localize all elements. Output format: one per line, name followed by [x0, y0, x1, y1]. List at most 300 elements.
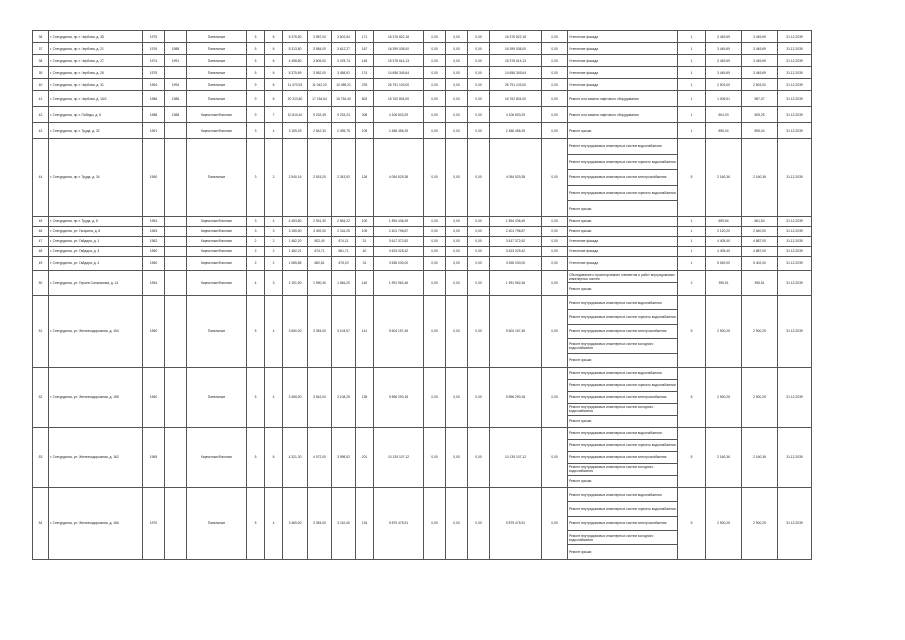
cell-c2: 0,00: [424, 226, 446, 236]
cell-y1: 1986: [143, 91, 165, 107]
address-cell: г. Снегурдинск, ул. Гайдара, д. 1: [49, 236, 143, 246]
cell-y1: 1964: [143, 79, 165, 91]
work-item: Ремонт или замена лифтового оборудования: [569, 96, 639, 101]
cell-s1: 2 900,25: [706, 487, 742, 559]
row-number-cell: 44: [33, 139, 49, 217]
cell-c5: 4 106 803,29: [490, 107, 542, 123]
table-row: [33, 31, 877, 43]
cell-c4: 0,00: [468, 226, 490, 236]
cell-a2: 1 990,40: [308, 270, 332, 295]
cell-c6: 0,00: [542, 236, 568, 246]
cell-y2: [165, 226, 187, 236]
cell-c2: 0,00: [424, 139, 446, 217]
work-item: Ремонт внутридомовых инженерных систем холодного водоснабжения: [568, 464, 677, 476]
row-number-cell: 54: [33, 487, 49, 559]
address-cell: г. Снегурдинск, пр-т. Труда, д. 32: [49, 123, 143, 139]
cell-d: 31.12.2039: [778, 91, 812, 107]
cell-c3: 0,00: [446, 295, 468, 367]
cell-y1: 1975: [143, 67, 165, 79]
cell-u: 1: [678, 226, 706, 236]
cell-mat: Панельные: [187, 139, 247, 217]
cell-s2: 395,51: [742, 270, 778, 295]
cell-c1: 3 623 025,42: [374, 246, 424, 256]
cell-c1: 9 896 290,18: [374, 367, 424, 427]
cell-y1: 1960: [143, 367, 165, 427]
cell-fl: 9: [247, 91, 265, 107]
table-row: [33, 487, 877, 559]
cell-c2: 0,00: [424, 487, 446, 559]
cell-fl: 3: [247, 123, 265, 139]
cell-c2: 0,00: [424, 295, 446, 367]
cell-c1: 16 762 804,00: [374, 91, 424, 107]
work-item: Ремонт внутридомовых инженерных систем электроснабжения: [568, 325, 677, 339]
work-item: Ремонт крыши: [569, 219, 592, 224]
cell-s2: 5 402,00: [742, 256, 778, 270]
cell-y1: 1960: [143, 246, 165, 256]
work-item: Ремонт внутридомовых инженерных систем водоснабжения: [568, 488, 677, 502]
address-cell: г. Снегурдинск, ул. Героев Сальникова, д. 14: [49, 270, 143, 295]
cell-d: 31.12.2039: [778, 139, 812, 217]
row-number-cell: 40: [33, 79, 49, 91]
cell-s1: 3 449,69: [706, 55, 742, 67]
cell-c4: 0,00: [468, 295, 490, 367]
works-cell: [568, 270, 678, 295]
cell-s2: 2 900,25: [742, 367, 778, 427]
cell-mat: Панельные: [187, 31, 247, 43]
table-row: [33, 270, 877, 295]
cell-a2: 3 605,00: [308, 55, 332, 67]
row-number-cell: 48: [33, 246, 49, 256]
cell-s1: 4 405,40: [706, 246, 742, 256]
cell-c6: 0,00: [542, 123, 568, 139]
work-item: Ремонт крыши: [569, 287, 592, 292]
cell-mat: Панельные: [187, 367, 247, 427]
cell-fl: 9: [247, 79, 265, 91]
cell-p: 135: [356, 367, 374, 427]
row-number-cell: 36: [33, 31, 49, 43]
cell-c1: 14 656 345,64: [374, 67, 424, 79]
address-cell: г. Снегурдинск, пр-т. Чербова, д. 27: [49, 55, 143, 67]
cell-s1: 2 120,20: [706, 226, 742, 236]
cell-p: 134: [356, 487, 374, 559]
cell-mat: Панельные: [187, 43, 247, 55]
works-cell: [568, 31, 678, 43]
cell-s1: 2 900,25: [706, 367, 742, 427]
cell-c4: 0,00: [468, 139, 490, 217]
cell-c3: 0,00: [446, 226, 468, 236]
cell-c4: 0,00: [468, 246, 490, 256]
row-number-cell: 47: [33, 236, 49, 246]
work-item: Ремонт внутридомовых инженерных систем электроснабжения: [568, 517, 677, 531]
cell-u: 5: [678, 139, 706, 217]
works-cell: [568, 123, 678, 139]
cell-p: 31: [356, 256, 374, 270]
cell-y1: 1975: [143, 31, 165, 43]
works-cell: [568, 256, 678, 270]
cell-s2: 3 449,69: [742, 67, 778, 79]
cell-c5: 16 762 804,00: [490, 91, 542, 107]
cell-c5: 2 486 456,25: [490, 123, 542, 139]
cell-s2: 2 503,00: [742, 79, 778, 91]
cell-y2: [165, 31, 187, 43]
cell-y2: 1988: [165, 107, 187, 123]
cell-a1: 5 375,69: [283, 67, 308, 79]
cell-a2: 2 542,30: [308, 123, 332, 139]
work-item: Ремонт крыши: [569, 206, 592, 211]
cell-c2: 0,00: [424, 123, 446, 139]
cell-fl: 2: [247, 236, 265, 246]
cell-c2: 0,00: [424, 107, 446, 123]
table-row: [33, 246, 877, 256]
cell-mat: Панельные: [187, 55, 247, 67]
work-item: Ремонт внутридомовых инженерных систем холодного водоснабжения: [568, 339, 677, 353]
address-cell: г. Снегурдинск, ул. Гайдара, д. 4: [49, 256, 143, 270]
cell-c6: 0,00: [542, 107, 568, 123]
cell-s1: 895,04: [706, 123, 742, 139]
cell-y1: 1960: [143, 295, 165, 367]
cell-a1: 2 940,16: [283, 139, 308, 217]
cell-en: 3: [265, 226, 283, 236]
cell-mat: Кирпичные/блочные: [187, 107, 247, 123]
cell-y1: 1961: [143, 123, 165, 139]
cell-s2: 4 887,00: [742, 246, 778, 256]
cell-c6: 0,00: [542, 246, 568, 256]
cell-c4: 0,00: [468, 67, 490, 79]
cell-u: 5: [678, 487, 706, 559]
cell-s1: 699,54: [706, 216, 742, 226]
work-item: Ремонт крыши: [569, 128, 592, 133]
table-row: [33, 367, 877, 427]
works-cell: [568, 91, 678, 107]
cell-s2: 987,07: [742, 91, 778, 107]
cell-c2: 0,00: [424, 256, 446, 270]
cell-a3: 3 110,40: [332, 487, 356, 559]
cell-c1: 10 139 107,12: [374, 427, 424, 487]
cell-mat: Кирпичные/блочные: [187, 236, 247, 246]
cell-y1: 1954: [143, 270, 165, 295]
cell-a1: 3 469,00: [283, 487, 308, 559]
work-item: Утепление фасада: [569, 58, 599, 63]
table-row: [33, 236, 877, 246]
cell-y1: 1988: [143, 107, 165, 123]
table-row: [33, 123, 877, 139]
cell-a1: 1 482,20: [283, 236, 308, 246]
cell-c6: 0,00: [542, 91, 568, 107]
cell-a3: 2 343,92: [332, 139, 356, 217]
cell-c6: 0,00: [542, 295, 568, 367]
cell-a3: 3 612,27: [332, 43, 356, 55]
cell-mat: Кирпичные/блочные: [187, 246, 247, 256]
cell-mat: Кирпичные/блочные: [187, 216, 247, 226]
address-cell: г. Снегурдинск, ул. Гагарина, д. 8: [49, 226, 143, 236]
cell-p: 378: [356, 79, 374, 91]
cell-c6: 0,00: [542, 256, 568, 270]
cell-c3: 0,00: [446, 55, 468, 67]
table-row: [33, 107, 877, 123]
cell-d: 31.12.2039: [778, 216, 812, 226]
cell-c6: 0,00: [542, 487, 568, 559]
cell-c2: 0,00: [424, 216, 446, 226]
work-item: Ремонт внутридомовых инженерных систем водоснабжения: [568, 139, 677, 155]
cell-mat: Панельные: [187, 295, 247, 367]
cell-a3: 3 998,52: [332, 427, 356, 487]
cell-y2: 1988: [165, 43, 187, 55]
document-page: [32, 30, 876, 560]
cell-a1: 4 321,30: [283, 427, 308, 487]
works-cell: [568, 67, 678, 79]
cell-c5: 15 378 614,13: [490, 55, 542, 67]
cell-c6: 0,00: [542, 67, 568, 79]
works-cell: [568, 487, 678, 559]
work-item: Обследование и проектирование элементов и работ внутридомовых инженерных систем: [568, 271, 677, 284]
cell-c3: 0,00: [446, 123, 468, 139]
work-item: Утепление фасада: [569, 46, 599, 51]
cell-fl: 3: [247, 226, 265, 236]
cell-c2: 0,00: [424, 246, 446, 256]
cell-s2: 2 640,00: [742, 226, 778, 236]
cell-c4: 0,00: [468, 31, 490, 43]
cell-fl: 5: [247, 67, 265, 79]
cell-p: 140: [356, 270, 374, 295]
cell-p: 31: [356, 236, 374, 246]
cell-s1: 3 449,69: [706, 43, 742, 55]
work-item: Утепление фасада: [569, 261, 599, 266]
cell-a2: 11 042,20: [308, 79, 332, 91]
cell-c5: 16 376 822,18: [490, 31, 542, 43]
cell-c2: 0,00: [424, 43, 446, 55]
work-item: Ремонт крыши: [569, 419, 592, 424]
cell-y2: [165, 427, 187, 487]
cell-c5: 1 894 436,49: [490, 216, 542, 226]
cell-c3: 0,00: [446, 487, 468, 559]
cell-s1: 2 503,00: [706, 79, 742, 91]
cell-fl: 3: [247, 139, 265, 217]
cell-s1: 395,51: [706, 270, 742, 295]
cell-c1: 9 604 157,45: [374, 295, 424, 367]
work-item: Ремонт внутридомовых инженерных систем водоснабжения: [568, 428, 677, 440]
cell-u: 5: [678, 367, 706, 427]
cell-a1: 3 155,50: [283, 226, 308, 236]
works-cell: [568, 43, 678, 55]
cell-a2: 3 492,00: [308, 226, 332, 236]
cell-a2: 674,71: [308, 246, 332, 256]
cell-a2: 4 072,00: [308, 427, 332, 487]
cell-s2: 2 900,25: [742, 295, 778, 367]
cell-s2: 2 160,36: [742, 427, 778, 487]
work-item: Ремонт внутридомовых инженерных систем горячего водоснабжения: [568, 380, 677, 392]
cell-c4: 0,00: [468, 236, 490, 246]
cell-c6: 0,00: [542, 427, 568, 487]
cell-c1: 9 879 475,91: [374, 487, 424, 559]
table-row: [33, 139, 877, 217]
cell-p: 126: [356, 139, 374, 217]
cell-c2: 0,00: [424, 31, 446, 43]
address-cell: г. Снегурдинск, ул. Железнодорожная, д. 166: [49, 487, 143, 559]
cell-c3: 0,00: [446, 43, 468, 55]
cell-c6: 0,00: [542, 367, 568, 427]
cell-s2: 505,25: [742, 107, 778, 123]
cell-s2: 2 900,25: [742, 487, 778, 559]
cell-d: 31.12.2039: [778, 107, 812, 123]
cell-p: 167: [356, 43, 374, 55]
cell-fl: 2: [247, 246, 265, 256]
cell-c5: 16 399 008,00: [490, 43, 542, 55]
cell-c1: 2 486 456,25: [374, 123, 424, 139]
table-row: [33, 79, 877, 91]
cell-a3: 681,71: [332, 246, 356, 256]
cell-a2: 2 931,30: [308, 216, 332, 226]
cell-a2: 3 354,00: [308, 487, 332, 559]
cell-s2: 3 449,69: [742, 31, 778, 43]
work-item: Утепление фасада: [569, 239, 599, 244]
address-cell: г. Снегурдинск, ул. Гайдара, д. 3: [49, 246, 143, 256]
cell-c5: 1 991 962,46: [490, 270, 542, 295]
work-item: Ремонт внутридомовых инженерных систем водоснабжения: [568, 296, 677, 310]
cell-y1: 1974: [143, 55, 165, 67]
work-item: Ремонт внутридомовых инженерных систем горячего водоснабжения: [568, 502, 677, 516]
cell-a3: 1 546,20: [332, 270, 356, 295]
cell-p: 141: [356, 295, 374, 367]
work-item: Ремонт внутридомовых инженерных систем электроснабжения: [568, 170, 677, 186]
cell-a1: 10 810,40: [283, 107, 308, 123]
cell-p: 201: [356, 427, 374, 487]
cell-a2: 3 987,00: [308, 31, 332, 43]
row-number-cell: 43: [33, 123, 49, 139]
address-cell: г. Снегурдинск, пр-т. Труда, д. 8: [49, 216, 143, 226]
cell-y2: [165, 256, 187, 270]
row-number-cell: 49: [33, 256, 49, 270]
cell-mat: Кирпичные/блочные: [187, 256, 247, 270]
cell-p: 105: [356, 123, 374, 139]
capital-repair-table: [32, 30, 877, 560]
cell-c2: 0,00: [424, 67, 446, 79]
cell-c1: 4 054 529,38: [374, 139, 424, 217]
cell-y1: 1960: [143, 256, 165, 270]
cell-d: 31.12.2039: [778, 246, 812, 256]
work-item: Ремонт внутридомовых инженерных систем водоснабжения: [568, 368, 677, 380]
cell-en: 2: [265, 246, 283, 256]
work-item: Ремонт крыши: [569, 358, 592, 363]
cell-s2: 661,54: [742, 216, 778, 226]
work-item: Ремонт внутридомовых инженерных систем холодного водоснабжения: [568, 404, 677, 416]
cell-y1: 1970: [143, 487, 165, 559]
cell-s1: 2 900,25: [706, 295, 742, 367]
cell-en: 4: [265, 367, 283, 427]
cell-c5: 9 604 157,45: [490, 295, 542, 367]
table-row: [33, 226, 877, 236]
cell-y1: 1965: [143, 427, 165, 487]
cell-en: 2: [265, 139, 283, 217]
row-number-cell: 51: [33, 295, 49, 367]
cell-c5: 9 896 290,18: [490, 367, 542, 427]
cell-en: 4: [265, 123, 283, 139]
cell-mat: Кирпичные/блочные: [187, 123, 247, 139]
cell-c1: 4 106 803,29: [374, 107, 424, 123]
cell-c2: 0,00: [424, 367, 446, 427]
cell-a2: 9 232,49: [308, 107, 332, 123]
cell-y2: 1994: [165, 79, 187, 91]
cell-c4: 0,00: [468, 427, 490, 487]
cell-u: 5: [678, 427, 706, 487]
cell-p: 109: [356, 226, 374, 236]
cell-y2: [165, 367, 187, 427]
cell-u: 1: [678, 91, 706, 107]
address-cell: г. Снегурдинск, ул. Железнодорожная, д. 155: [49, 367, 143, 427]
cell-a2: 3 354,00: [308, 295, 332, 367]
cell-mat: Панельные: [187, 67, 247, 79]
work-item: Утепление фасада: [569, 249, 599, 254]
cell-a1: 3 650,00: [283, 295, 308, 367]
cell-c5: 10 139 107,12: [490, 427, 542, 487]
cell-en: 6: [265, 43, 283, 55]
cell-c5: 2 401 796,87: [490, 226, 542, 236]
address-cell: г. Снегурдинск, пр-т. Чербова, д. 26: [49, 67, 143, 79]
cell-c1: 2 401 796,87: [374, 226, 424, 236]
address-cell: г. Снегурдинск, пр-т. Чербова, д. 31: [49, 79, 143, 91]
cell-a3: 3 478,74: [332, 55, 356, 67]
address-cell: г. Снегурдинск, пр-т. Чербова, д. 16/2: [49, 91, 143, 107]
row-number-cell: 45: [33, 216, 49, 226]
cell-c6: 0,00: [542, 216, 568, 226]
cell-a1: 4 453,80: [283, 216, 308, 226]
work-item: Ремонт крыши: [569, 479, 592, 484]
table-row: [33, 43, 877, 55]
address-cell: г. Снегурдинск, пр-т. Труда, д. 34: [49, 139, 143, 217]
cell-s1: 3 449,69: [706, 67, 742, 79]
cell-a2: 17 154,64: [308, 91, 332, 107]
cell-c3: 0,00: [446, 270, 468, 295]
work-item: Ремонт крыши: [569, 550, 592, 555]
cell-y1: 1962: [143, 236, 165, 246]
cell-u: 2: [678, 270, 706, 295]
row-number-cell: 38: [33, 55, 49, 67]
row-number-cell: 37: [33, 43, 49, 55]
cell-c4: 0,00: [468, 91, 490, 107]
cell-mat: Кирпичные/блочные: [187, 226, 247, 236]
cell-a1: 5 376,50: [283, 31, 308, 43]
work-item: Ремонт или замена лифтового оборудования: [569, 112, 639, 117]
cell-fl: 5: [247, 427, 265, 487]
cell-c4: 0,00: [468, 123, 490, 139]
cell-s1: 504,03: [706, 107, 742, 123]
cell-d: 31.12.2039: [778, 487, 812, 559]
works-cell: [568, 55, 678, 67]
table-row: [33, 216, 877, 226]
cell-y2: [165, 139, 187, 217]
address-cell: г. Снегурдинск, пр-т. Победы, д. 6: [49, 107, 143, 123]
address-cell: г. Снегурдинск, пр-т. Чербова, д. 35: [49, 31, 143, 43]
cell-u: 5: [678, 295, 706, 367]
cell-c3: 0,00: [446, 216, 468, 226]
cell-d: 31.12.2039: [778, 256, 812, 270]
cell-fl: 3: [247, 216, 265, 226]
work-item: Ремонт внутридомовых инженерных систем горячего водоснабжения: [568, 186, 677, 202]
cell-p: 308: [356, 107, 374, 123]
cell-c2: 0,00: [424, 79, 446, 91]
work-item: Ремонт внутридомовых инженерных систем горячего водоснабжения: [568, 155, 677, 171]
cell-s1: 3 449,69: [706, 31, 742, 43]
cell-en: 6: [265, 427, 283, 487]
cell-d: 31.12.2039: [778, 270, 812, 295]
cell-c1: 16 376 822,18: [374, 31, 424, 43]
cell-c5: 14 656 345,64: [490, 67, 542, 79]
cell-s2: 2 160,36: [742, 139, 778, 217]
cell-c4: 0,00: [468, 55, 490, 67]
cell-c4: 0,00: [468, 43, 490, 55]
cell-y2: [165, 270, 187, 295]
row-number-cell: 46: [33, 226, 49, 236]
cell-a3: 2 116,25: [332, 226, 356, 236]
